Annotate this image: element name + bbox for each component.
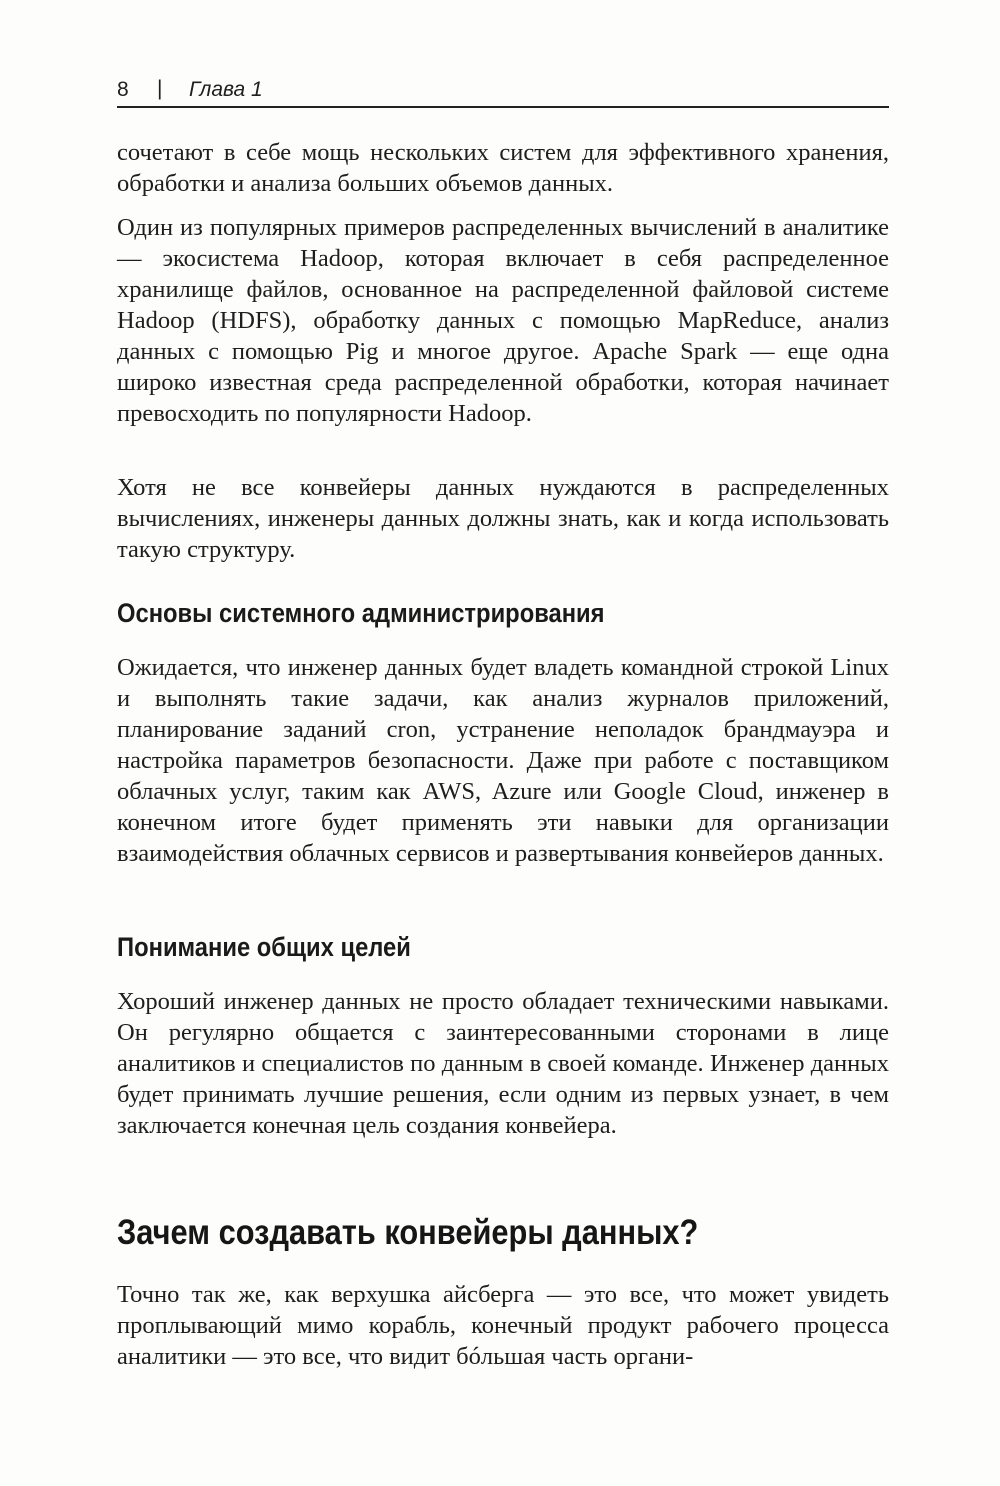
paragraph-goals: Хороший инженер данных не просто обладает техническими навыками. Он регулярно общается с заинтересованными сторонами в лице аналитиков и специалистов по данным в своей команде. Инженер данных будет принимать лучшие решения, если одним из первых узнает, в чем заключается конечная цель создания конвейера. bbox=[117, 988, 889, 1139]
paragraph-iceberg: Точно так же, как верхушка айсберга — это все, что может увидеть проплывающий мимо корабль, конечный продукт рабочего процесса аналитики — это все, что видит бóльшая часть органи- bbox=[117, 1281, 889, 1370]
paragraph-hadoop-example: Один из популярных примеров распределенных вычислений в аналитике — экосистема Hadoop, которая включает в себя распределенное хранилище файлов, основанное на распределенной файловой системе Hadoop (HDFS), обработку данных с помощью MapReduce, анализ данных с помощью Pig и многое другое. Apache Spark — еще одна широко известная среда распределенной обработки, которая начинает превосходить по популярности Hadoop. bbox=[117, 214, 889, 427]
page-number: 8 bbox=[117, 78, 129, 101]
paragraph-distributed-intro: сочетают в себе мощь нескольких систем для эффективного хранения, обработки и анализа больших объемов данных. bbox=[117, 139, 889, 197]
chapter-heading-why-pipelines: Зачем создавать конвейеры данных? bbox=[117, 1213, 699, 1252]
header-separator: | bbox=[157, 77, 163, 100]
paragraph-sysadmin: Ожидается, что инженер данных будет владеть командной строкой Linux и выполнять такие задачи, как анализ журналов приложений, планирование заданий cron, устранение неполадок брандмауэра и настройка параметров безопасности. Даже при работе с поставщиком облачных услуг, таким как AWS, Azure или Google Cloud, инженер в конечном итоге будет применять эти навыки для организации взаимодействия облачных сервисов и развертывания конвейеров данных. bbox=[117, 654, 889, 867]
chapter-title: Глава 1 bbox=[189, 78, 263, 101]
section-heading-sysadmin: Основы системного администрирования bbox=[117, 598, 605, 628]
paragraph-distributed-need: Хотя не все конвейеры данных нуждаются в распределенных вычислениях, инженеры данных должны знать, как и когда использовать такую структуру. bbox=[117, 474, 889, 563]
running-header bbox=[117, 74, 889, 108]
section-heading-goals: Понимание общих целей bbox=[117, 932, 411, 962]
